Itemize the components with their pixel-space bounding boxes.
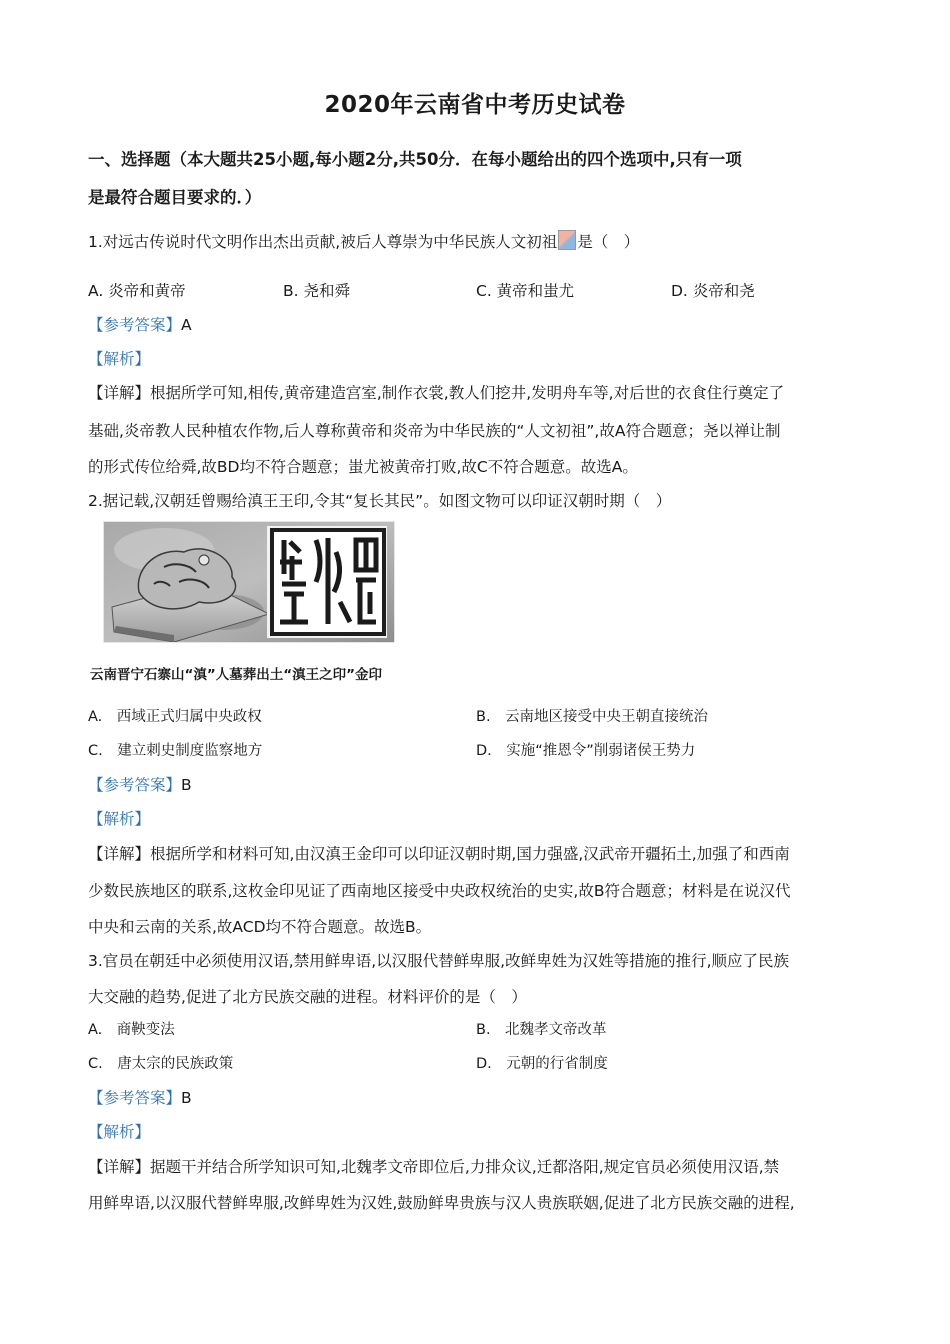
section-heading-line2: 是最符合题目要求的．） xyxy=(88,188,262,207)
q2-option-d: D. 实施“推恩令”削弱诸侯王势力 xyxy=(476,743,696,759)
answer-value: B xyxy=(181,1089,192,1107)
q3-stem-line2: 大交融的趋势,促进了北方民族交融的进程。材料评价的是（ ） xyxy=(88,988,527,1006)
q1-analysis-label: 【解析】 xyxy=(88,350,151,368)
q1-option-b: B. 尧和舜 xyxy=(283,282,350,300)
q2-option-b: B. 云南地区接受中央王朝直接统治 xyxy=(476,709,709,725)
q3-analysis-label: 【解析】 xyxy=(88,1123,151,1141)
q2-detail-line1: 【详解】根据所学和材料可知,由汉滇王金印可以印证汉朝时期,国力强盛,汉武帝开疆拓土,加强了和西南 xyxy=(88,845,790,863)
answer-value: B xyxy=(181,776,192,794)
q3-option-d: D. 元朝的行省制度 xyxy=(476,1056,608,1072)
q2-stem: 2.据记载,汉朝廷曾赐给滇王王印,令其“复长其民”。如图文物可以印证汉朝时期（ ） xyxy=(88,492,672,510)
q1-answer xyxy=(88,313,192,335)
answer-label: 【参考答案】 xyxy=(88,316,182,334)
q3-stem-line1: 3.官员在朝廷中必须使用汉语,禁用鲜卑语,以汉服代替鲜卑服,改鲜卑姓为汉姓等措施的推行,顺应了民族 xyxy=(88,952,789,970)
q2-option-c: C. 建立刺史制度监察地方 xyxy=(88,743,263,759)
page-title: 2020年云南省中考历史试卷 xyxy=(324,92,626,118)
q1-stem-text-a: 1.对远古传说时代文明作出杰出贡献,被后人尊崇为中华民族人文初祖 xyxy=(88,233,558,251)
q2-option-a: A. 西域正式归属中央政权 xyxy=(88,709,262,725)
q3-option-c: C. 唐太宗的民族政策 xyxy=(88,1056,234,1072)
q2-detail-line2: 少数民族地区的联系,这枚金印见证了西南地区接受中央政权统治的史实,故B符合题意；材料是在说汉代 xyxy=(88,882,791,900)
q1-detail-line2: 基础,炎帝教人民种植农作物,后人尊称黄帝和炎帝为中华民族的“人文初祖”,故A符合题意；尧以禅让制 xyxy=(88,422,781,440)
q2-analysis-label: 【解析】 xyxy=(88,810,151,828)
q3-option-a: A. 商鞅变法 xyxy=(88,1022,175,1038)
q3-option-b: B. 北魏孝文帝改革 xyxy=(476,1022,607,1038)
q1-option-c: C. 黄帝和蚩尤 xyxy=(476,282,575,300)
q1-stem-text-b: 是（ ） xyxy=(577,233,640,251)
q3-detail-line1: 【详解】据题干并结合所学知识可知,北魏孝文帝即位后,力排众议,迁都洛阳,规定官员必须使用汉语,禁 xyxy=(88,1158,780,1176)
gold-seal-image xyxy=(104,522,394,642)
answer-label: 【参考答案】 xyxy=(88,776,182,794)
q3-answer xyxy=(88,1086,192,1108)
q1-detail-line1: 【详解】根据所学可知,相传,黄帝建造宫室,制作衣裳,教人们挖井,发明舟车等,对后世的衣食住行奠定了 xyxy=(88,384,785,402)
q1-option-a: A. 炎帝和黄帝 xyxy=(88,282,186,300)
figure-caption: 云南晋宁石寨山“滇”人墓葬出土“滇王之印”金印 xyxy=(90,667,382,683)
answer-label: 【参考答案】 xyxy=(88,1089,182,1107)
q1-stem xyxy=(88,230,639,252)
broken-image-icon xyxy=(558,230,576,250)
q3-detail-line2: 用鲜卑语,以汉服代替鲜卑服,改鲜卑姓为汉姓,鼓励鲜卑贵族与汉人贵族联姻,促进了北方民族交融的进程, xyxy=(88,1194,795,1212)
q2-answer xyxy=(88,773,192,795)
seal-photo xyxy=(103,521,395,643)
section-heading-line1: 一、选择题（本大题共25小题,每小题2分,共50分．在每小题给出的四个选项中,只有一项 xyxy=(88,150,742,169)
answer-value: A xyxy=(181,316,192,334)
q2-detail-line3: 中央和云南的关系,故ACD均不符合题意。故选B。 xyxy=(88,918,432,936)
q1-detail-line3: 的形式传位给舜,故BD均不符合题意；蚩尤被黄帝打败,故C不符合题意。故选A。 xyxy=(88,458,638,476)
q1-option-d: D. 炎帝和尧 xyxy=(671,282,755,300)
